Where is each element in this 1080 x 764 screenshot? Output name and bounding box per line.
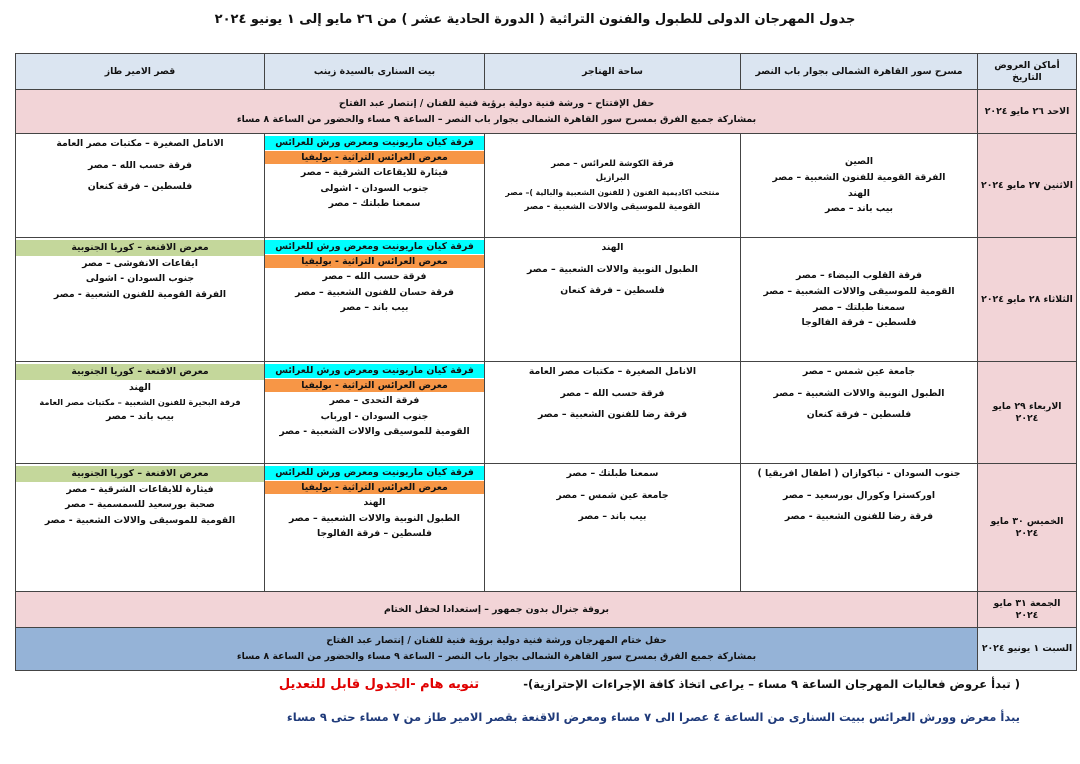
wednesday-hanager — [485, 362, 741, 464]
day-row-tuesday — [16, 238, 1077, 362]
list-item: فرقة حسب الله – مصر — [87, 159, 192, 171]
venue-sinnari-sub: بالسيدة زينب — [313, 65, 375, 77]
venue-hanager-name: ساحة الهناجر — [582, 65, 643, 77]
day-date: ٢٨ مايو ٢٠٢٤ — [981, 293, 1041, 305]
list-item: فرقة الكوشة للعرائس – مصر — [551, 158, 674, 169]
list-item: الانامل الصغيرة – مكتبات مصر العامة — [56, 138, 224, 149]
schedule-table — [15, 53, 1077, 671]
highlight-orange: معرض العرائس التراثية - بوليفيا — [265, 379, 484, 393]
footer-exhibits-note: يبدأ معرض وورش العرائس ببيت السنارى من الساعة ٤ عصرا الى ٧ مساء ومعرض الاقنعة بقصر الامير طاز من ٧ مساء حتى ٩ مساء — [286, 710, 1020, 724]
tuesday-hanager — [485, 238, 741, 362]
venue-header-taz — [16, 54, 265, 90]
opening-line-2: بمشاركة جميع الفرق بمسرح سور القاهرة الشمالى بجوار باب النصر – الساعة ٩ مساء والحضور من الساعة ٨ مساء — [236, 113, 757, 125]
list-item: القومية للموسيقى والالات الشعبية - مصر — [44, 514, 236, 526]
list-item: منتخب اكاديمية الفنون ( للفنون الشعبية والبالية )– مصر — [505, 188, 720, 197]
list-item: فرقة حسب الله – مصر — [560, 387, 665, 399]
wednesday-sinnari — [265, 362, 485, 464]
list-item: فرقة القلوب البيضاء – مصر — [796, 270, 922, 282]
list-item: فيثارة للايقاعات الشرقية – مصر — [66, 483, 214, 495]
venue-sour-sub: بجوار باب النصر — [755, 65, 829, 77]
list-item: جنوب السودان - نياكوازان ( اطفال افريقيا ) — [757, 468, 961, 479]
list-item: فرقة رضا للفنون الشعبية – مصر — [537, 409, 688, 421]
list-item: فلسطين – فرقة كنعان — [87, 181, 193, 193]
wednesday-taz — [16, 362, 265, 464]
day-cell-monday — [978, 134, 1077, 238]
venue-sour-name: مسرح سور القاهرة الشمالى — [831, 65, 963, 77]
list-item: فلسطين – فرقة الفالوجا — [317, 528, 432, 540]
day-cell-saturday — [978, 628, 1077, 671]
list-item: بيب باند – مصر — [105, 411, 175, 423]
day-row-wednesday — [16, 362, 1077, 464]
venue-header-sinnari — [265, 54, 485, 90]
day-cell-sunday — [978, 90, 1077, 134]
list-item: سمعنا طبلتك – مصر — [813, 301, 905, 313]
highlight-cyan: فرقة كيان ماريونيت ومعرض ورش للعرائس — [265, 240, 484, 254]
list-item: الهند — [129, 381, 151, 393]
list-item: القومية للموسيقى والالات الشعبية - مصر — [524, 201, 701, 212]
thursday-sinnari — [265, 464, 485, 592]
list-item: فلسطين – فرقة الفالوجا — [801, 317, 917, 329]
day-name: الثلاثاء — [1043, 293, 1073, 305]
list-item: الطبول النوبية والالات الشعبية – مصر — [773, 387, 945, 399]
opening-row — [16, 90, 1077, 134]
day-row-thursday — [16, 464, 1077, 592]
list-item: فرقة حسان للفنون الشعبية – مصر — [295, 286, 454, 298]
highlight-green: معرض الاقنعة – كوريا الجنوبية — [16, 466, 264, 482]
opening-line-1: حفل الإفتتاح – ورشة فنية دولية برؤية فنية للفنان / إنتصار عبد الفتاح — [338, 97, 655, 109]
day-cell-wednesday — [978, 362, 1077, 464]
list-item: جنوب السودان - اشولى — [85, 273, 195, 285]
footer-note — [160, 677, 1020, 692]
monday-sinnari — [265, 134, 485, 238]
list-item: سمعنا طبلتك – مصر — [566, 468, 659, 479]
list-item: بيب باند – مصر — [578, 511, 647, 523]
venue-header-hanager — [485, 54, 741, 90]
day-date: ٣٠ مايو ٢٠٢٤ — [990, 515, 1039, 539]
day-cell-tuesday — [978, 238, 1077, 362]
list-item: فرقة رضا للفنون الشعبية - مصر — [784, 511, 934, 523]
list-item: بيب باند – مصر — [824, 203, 894, 215]
corner-date-label: التاريخ — [1012, 71, 1042, 83]
day-row-monday — [16, 134, 1077, 238]
highlight-orange: معرض العرائس التراثية - بوليفيا — [265, 151, 484, 165]
corner-places-label: أماكن العروض — [994, 59, 1060, 71]
page-title: جدول المهرجان الدولى للطبول والفنون التراثية ( الدورة الحادية عشر ) من ٢٦ مايو إلى ١ يونيو ٢٠٢٤ — [214, 12, 856, 27]
tuesday-sour — [741, 238, 978, 362]
closing-ceremony — [16, 628, 978, 671]
highlight-cyan: فرقة كيان ماريونيت ومعرض ورش للعرائس — [265, 136, 484, 150]
day-date: ٢٧ مايو ٢٠٢٤ — [981, 179, 1041, 191]
highlight-orange: معرض العرائس التراثية - بوليفيا — [265, 481, 484, 495]
day-date: ٣١ مايو ٢٠٢٤ — [993, 597, 1039, 621]
highlight-green: معرض الاقنعة – كوريا الجنوبية — [16, 240, 264, 256]
list-item: جنوب السودان - اشولى — [320, 182, 429, 194]
header-row — [16, 54, 1077, 90]
list-item: فرقة التحدى – مصر — [329, 395, 420, 407]
monday-taz — [16, 134, 265, 238]
highlight-cyan: فرقة كيان ماريونيت ومعرض ورش للعرائس — [265, 466, 484, 480]
list-item: فيثارة للايقاعات الشرقية – مصر — [300, 167, 449, 179]
rehearsal-line: بروفة جنرال بدون جمهور – إستعدادا لحفل الختام — [384, 603, 609, 615]
day-date: ٢٩ مايو ٢٠٢٤ — [992, 400, 1039, 424]
opening-ceremony — [16, 90, 978, 134]
list-item: ايقاعات الانفوشى – مصر — [82, 257, 198, 269]
day-cell-friday — [978, 592, 1077, 628]
day-date: ٢٦ مايو ٢٠٢٤ — [984, 105, 1044, 117]
list-item: الفرقة القومية للفنون الشعبية - مصر — [53, 288, 227, 300]
highlight-green: معرض الاقنعة – كوريا الجنوبية — [16, 364, 264, 380]
list-item: سمعنا طبلتك – مصر — [328, 198, 421, 210]
list-item: فرقة البحيرة للفنون الشعبية – مكتبات مصر العامة — [39, 397, 241, 408]
list-item: الفرقة القومية للفنون الشعبية – مصر — [772, 171, 946, 183]
general-rehearsal — [16, 592, 978, 628]
list-item: البرازيل — [595, 173, 630, 184]
list-item: الهند — [363, 497, 386, 509]
list-item: فرقة حسب الله – مصر — [322, 271, 427, 283]
list-item: جامعة عين شمس – مصر — [556, 489, 669, 501]
monday-hanager — [485, 134, 741, 238]
tuesday-sinnari — [265, 238, 485, 362]
day-name: الاحد — [1047, 105, 1070, 117]
day-row-friday — [16, 592, 1077, 628]
footer-timing-note: ( تبدأ عروض فعاليات المهرجان الساعة ٩ مساء – يراعى اتخاذ كافة الإجراءات الإحترازية)- — [523, 677, 1020, 691]
venue-sinnari-name: بيت السنارى — [377, 65, 436, 77]
thursday-taz — [16, 464, 265, 592]
day-name: الاثنين — [1043, 179, 1073, 191]
list-item: الصين — [845, 156, 873, 168]
list-item: القومية للموسيقى والالات الشعبية - مصر — [279, 426, 470, 438]
list-item: جامعة عين شمس – مصر — [802, 366, 916, 377]
list-item: بيب باند – مصر — [340, 302, 409, 314]
list-item: الهند — [601, 242, 624, 253]
day-name: الخميس — [1026, 515, 1064, 527]
list-item: الطبول النوبية والالات الشعبية – مصر — [527, 263, 698, 275]
list-item: الطبول النوبية والالات الشعبية – مصر — [289, 512, 460, 524]
corner-header — [978, 54, 1077, 90]
closing-line-1: حفل ختام المهرجان ورشة فنية دولية برؤية فنية للفنان / إنتصار عبد الفتاح — [326, 635, 667, 647]
closing-row — [16, 628, 1077, 671]
list-item: جنوب السودان - اورباب — [320, 410, 429, 422]
list-item: اوركسترا وكورال بورسعيد – مصر — [782, 489, 936, 501]
list-item: القومية للموسيقى والالات الشعبية – مصر — [763, 285, 955, 297]
monday-sour — [741, 134, 978, 238]
tuesday-taz — [16, 238, 265, 362]
footer-alert: تنويه هام -الجدول قابل للتعديل — [278, 677, 480, 692]
list-item: الهند — [848, 187, 870, 199]
highlight-cyan: فرقة كيان ماريونيت ومعرض ورش للعرائس — [265, 364, 484, 378]
list-item: فلسطين – فرقة كنعان — [806, 409, 912, 421]
venue-taz-name: قصر الامير طاز — [104, 65, 176, 77]
venue-header-sour — [741, 54, 978, 90]
thursday-hanager — [485, 464, 741, 592]
day-date: ١ يونيو ٢٠٢٤ — [981, 643, 1040, 655]
closing-line-2: بمشاركة جميع الفرق بمسرح سور القاهرة الشمالى بجوار باب النصر – الساعة ٩ مساء والحضور من الساعة ٨ مساء — [236, 651, 757, 662]
thursday-sour — [741, 464, 978, 592]
list-item: صحبة بورسعيد للسمسمية – مصر — [65, 499, 215, 511]
day-name: الاربعاء — [1028, 400, 1062, 412]
highlight-orange: معرض العرائس التراثية - بوليفيا — [265, 255, 484, 269]
list-item: الانامل الصغيرة – مكتبات مصر العامة — [528, 366, 697, 377]
day-name: الجمعة — [1029, 597, 1061, 609]
day-name: السبت — [1042, 643, 1073, 655]
list-item: فلسطين – فرقة كنعان — [560, 285, 665, 297]
day-cell-thursday — [978, 464, 1077, 592]
wednesday-sour — [741, 362, 978, 464]
